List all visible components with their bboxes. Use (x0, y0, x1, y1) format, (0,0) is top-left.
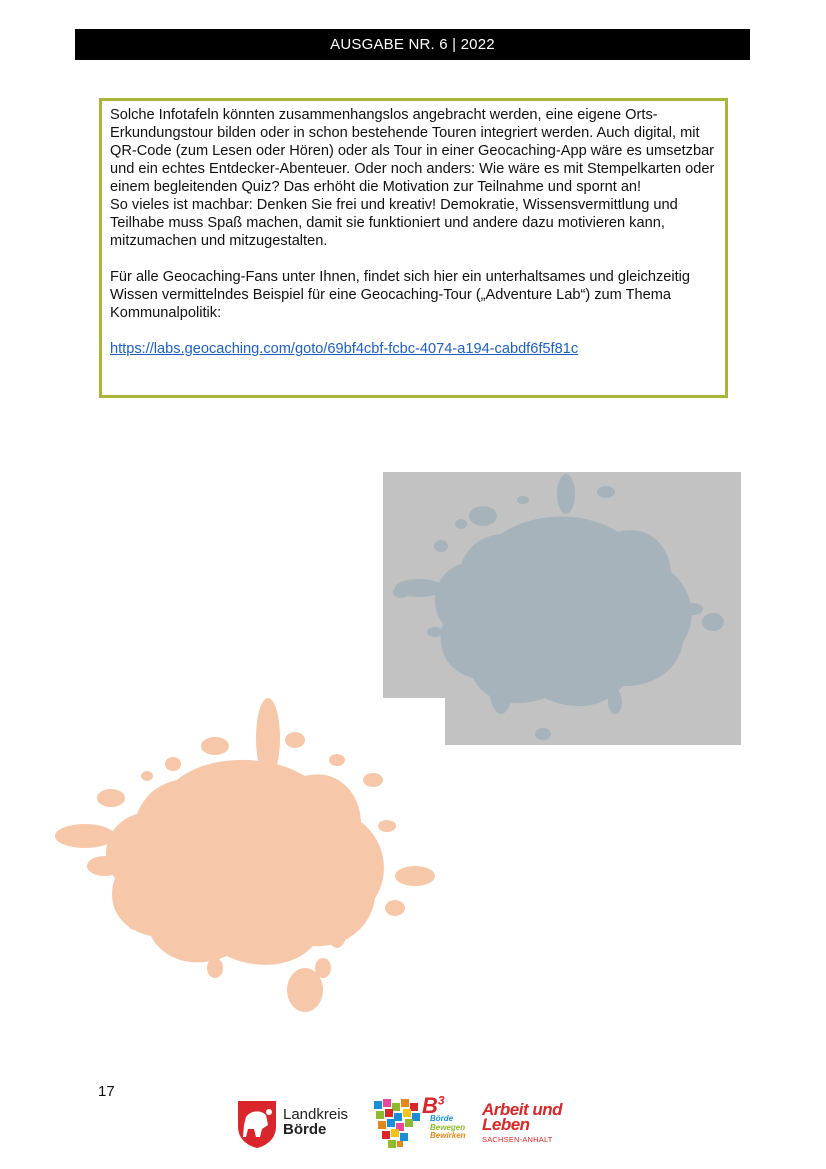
logo-aul-line2: Leben (482, 1115, 530, 1134)
info-paragraph-3: Für alle Geocaching-Fans unter Ihnen, findet sich hier ein unterhaltsames und gleichzeitig Wissen vermittelndes Beispiel für eine Geocaching-Tour („Adventure Lab“) zum Thema Kommunalpolitik: (110, 269, 691, 321)
coat-of-arms-icon (236, 1099, 278, 1149)
issue-header (75, 29, 750, 60)
issue-title: AUSGABE NR. 6 | 2022 (330, 36, 495, 53)
logo-b3 (372, 1093, 466, 1149)
logo-b3-sup: 3 (437, 1093, 445, 1108)
logo-b3-mark: B (422, 1093, 438, 1118)
info-box (99, 98, 728, 398)
logo-aul-line1: Arbeit und (482, 1100, 562, 1119)
orange-splat-image (55, 698, 455, 1013)
page-number: 17 (98, 1083, 115, 1100)
logo-b3-line1: Börde (430, 1114, 454, 1123)
geocaching-link[interactable]: https://labs.geocaching.com/goto/69bf4cbf-fcbc-4074-a194-cabdf6f5f81c (110, 341, 579, 357)
logo-landkreis-boerde (236, 1099, 349, 1149)
footer-logos (236, 1095, 576, 1151)
logo-arbeit-und-leben (482, 1102, 582, 1148)
logo-b3-line2: Bewegen (430, 1122, 466, 1132)
info-paragraph-1: Solche Infotafeln könnten zusammenhangslos angebracht werden, eine eigene Orts-Erkundungstour bilden oder in schon bestehende Touren integriert werden. Auch digital, mit QR-Code (zum Lesen oder Hören) oder als Tour in einer Geocaching-App wäre es umsetzbar und ein echtes Entdecker-Abenteuer. Oder noch anders: Wie wäre es mit Stempelkarten oder einem begleitenden Quiz? Das erhöht die Motivation zur Teilnahme und spornt an! (110, 107, 715, 195)
logo-aul-line3: SACHSEN-ANHALT (482, 1135, 553, 1144)
logo-landkreis-line1: Landkreis (283, 1106, 349, 1123)
info-paragraph-2: So vieles ist machbar: Denken Sie frei und kreativ! Demokratie, Wissensvermittlung und Teilhabe muss Spaß machen, damit sie funktioniert und andere dazu motivieren kann, mitzumachen und mitzugestalten. (110, 197, 678, 249)
logo-landkreis-line2: Börde (283, 1121, 327, 1138)
logo-b3-line3: Bewirken (430, 1131, 466, 1140)
